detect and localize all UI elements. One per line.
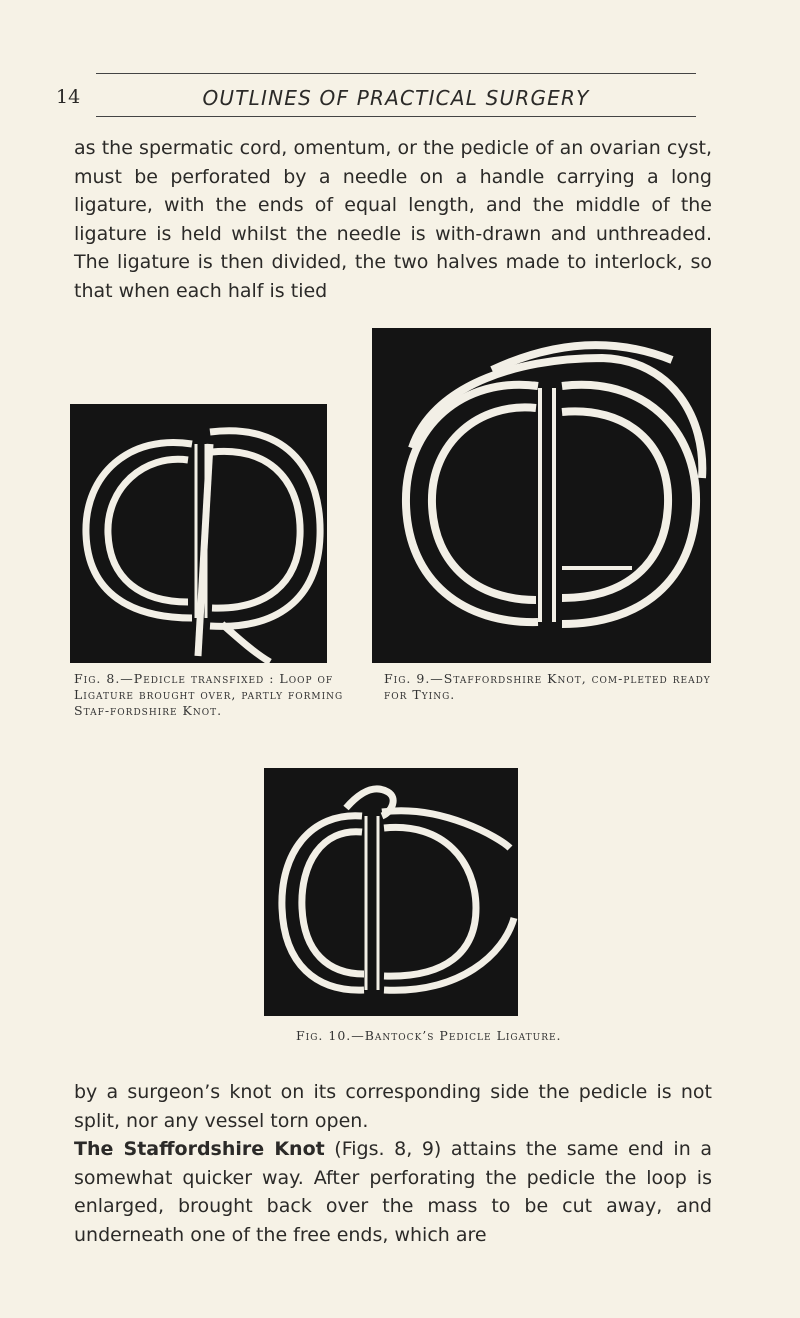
figure-8-illustration: [70, 404, 327, 663]
page-number: 14: [56, 86, 81, 108]
staffordshire-knot-completed-drawing: [372, 328, 711, 663]
page-header: [56, 86, 696, 116]
header-rule-top: [96, 73, 696, 74]
paragraph-bottom-second-rest: (Figs. 8, 9) attains the same end in a somewhat quicker way. After perforating the pedicle the loop is enlarged, brought back over the mass to be cut away, and underneath one of the free ends, which are: [74, 1138, 712, 1246]
figure-9-illustration: [372, 328, 711, 663]
staffordshire-knot-partial-drawing: [70, 404, 327, 663]
figure-10-caption: Fig. 10.—Bantock’s Pedicle Ligature.: [296, 1028, 562, 1043]
header-rule-bottom: [96, 116, 696, 117]
paragraph-bottom-second: [74, 1138, 712, 1246]
staffordshire-knot-heading: The Staffordshire Knot: [74, 1138, 325, 1161]
figure-8-caption: Fig. 8.—Pedicle transfixed : Loop of Ligature brought over, partly forming Staf-fordshire Knot.: [74, 671, 344, 718]
bantock-pedicle-ligature-drawing: [264, 768, 518, 1016]
running-title: OUTLINES OF PRACTICAL SURGERY: [202, 86, 590, 110]
figure-10-illustration: [264, 768, 518, 1016]
paragraph-top: as the spermatic cord, omentum, or the pedicle of an ovarian cyst, must be perforated by a needle on a handle carrying a long ligature, with the ends of equal length, and the middle of the ligature is held whilst the needle is with-drawn and unthreaded. The ligature is then divided, the two halves made to interlock, so that when each half is tied: [74, 137, 712, 302]
paragraph-bottom: [74, 1078, 712, 1250]
paragraph-bottom-first: by a surgeon’s knot on its corresponding side the pedicle is not split, nor any vessel torn open.: [74, 1081, 712, 1132]
figure-9-caption: Fig. 9.—Staffordshire Knot, com-pleted ready for Tying.: [384, 671, 711, 702]
